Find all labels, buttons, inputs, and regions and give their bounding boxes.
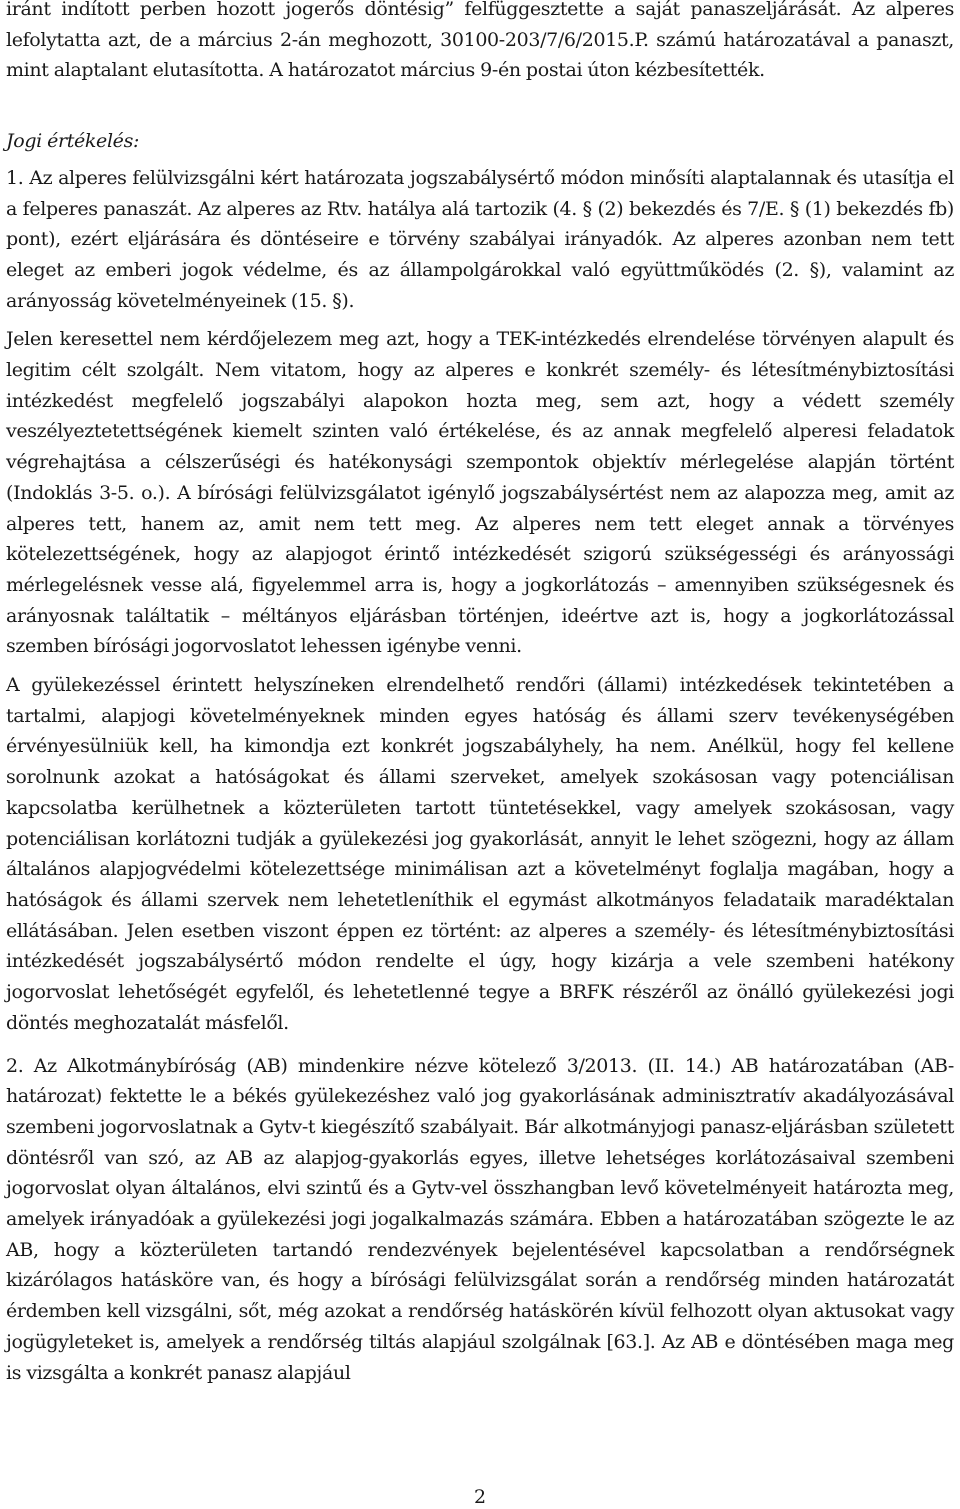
paragraph-point-2: 2. Az Alkotmánybíróság (AB) mindenkire nézve kötelező 3/2013. (II. 14.) AB határozatában (AB-határozat) fektette le a békés gyülekezéshez való jog gyakorlásának adminisztratív akadályozásával szembeni jogorvoslatnak a Gytv-t kiegészítő szabályait. Bár alkotmányjogi panasz-eljárásban született döntésről van szó, az AB az alapjog-gyakorlás egyes, illetve lehetséges korlátozásaival szembeni jogorvoslat olyan általános, elvi szintű és a Gytv-vel összhangban levő követelményeit határozta meg, amelyek irányadóak a gyülekezési jogi jogalkalmazás számára. Ebben a határozatában szögezte le az AB, hogy a közterületen tartandó rendezvények bejelentésével kapcsolatban a rendőrségnek kizárólagos hatásköre van, és hogy a bírósági felülvizsgálat során a rendőrség minden határozatát érdemben kell vizsgálni, sőt, még azokat a rendőrség hatáskörén kívül felhozott olyan aktusokat vagy jogügyleteket is, amelyek a rendőrség tiltás alapjául szolgálnak [63.]. Az AB e döntésében maga meg is vizsgálta a konkrét panasz alapjául [6,1054,954,1384]
intro-paragraph: iránt indított perben hozott jogerős döntésig” felfüggesztette a saját panaszeljárását. Az alperes lefolytatta azt, de a március 2-án meghozott, 30100-203/7/6/2015.P. számú határozatával a panaszt, mint alaptalant elutasította. A határozatot március 9-én postai úton kézbesítették. [6,0,954,82]
section-heading: Jogi értékelés: [6,130,140,153]
document-page [6,0,954,1388]
paragraph-point-1: 1. Az alperes felülvizsgálni kért határozata jogszabálysértő módon minősíti alaptalannak és utasítja el a felperes panaszát. Az alperes az Rtv. hatálya alá tartozik (4. § (2) bekezdés és 7/E. § (1) bekezdés fb) pont), ezért eljárására és döntéseire e törvény szabályai irányadók. Az alperes azonban nem tett eleget az emberi jogok védelme, és az állampolgárokkal való együttműködés (2. §), valamint az arányosság követelményeinek (15. §). [6,166,954,312]
paragraph-2: Jelen keresettel nem kérdőjelezem meg azt, hogy a TEK-intézkedés elrendelése törvényen alapult és legitim célt szolgált. Nem vitatom, hogy az alperes e konkrét személy- és létesítménybiztosítási intézkedést megfelelő jogszabályi alapokon hozta meg, sem azt, hogy a védett személy veszélyeztetettségének kiemelt szinten való értékelése, és az annak megfelelő alperesi feladatok végrehajtása a célszerűségi és hatékonysági szempontok objektív mérlegelése alapján történt (Indoklás 3-5. o.). A bírósági felülvizsgálatot igénylő jogszabálysértést nem az alapozza meg, amit az alperes tett, hanem az, amit nem tett meg. Az alperes nem tett eleget annak a törvényes kötelezettségének, hogy az alapjogot érintő intézkedését szigorú szükségességi és arányossági mérlegelésnek vesse alá, figyelemmel arra is, hogy a jogkorlátozás – amennyiben szükségesnek és arányosnak találtatik – méltányos eljárásban történjen, ideértve azt is, hogy a jogkorlátozással szemben bírósági jogorvoslatot lehessen igénybe venni. [6,328,954,658]
paragraph-3: A gyülekezéssel érintett helyszíneken elrendelhető rendőri (állami) intézkedések tekintetében a tartalmi, alapjogi követelményeknek minden egyes hatóság és állami szerv tevékenységében érvényesülniük kell, ha kimondja ezt konkrét jogszabályhely, ha nem. Anélkül, hogy fel kellene sorolnunk azokat a hatóságokat és állami szerveket, amelyek szokásosan vagy potenciálisan kapcsolatba kerülhetnek a közterületen tartott tüntetésekkel, vagy amelyek szokásosan, vagy potenciálisan korlátozni tudják a gyülekezési jog gyakorlását, annyit le lehet szögezni, hogy az állam általános alapjogvédelmi kötelezettsége minimálisan azt a követelményt foglalja magában, hogy a hatóságok és állami szervek nem lehetetleníthik el egymást alkotmányos feladataik maradéktalan ellátásában. Jelen esetben viszont éppen ez történt: az alperes a személy- és létesítménybiztosítási intézkedését jogszabálysértő módon rendelte el úgy, hogy kizárja a vele szembeni hatékony jogorvoslat lehetőségét egyfelől, és lehetetlenné tegye a BRFK részéről az önálló gyülekezési jogi döntés meghozatalát másfelől. [6,674,954,1034]
page-number: 2 [473,1486,487,1508]
